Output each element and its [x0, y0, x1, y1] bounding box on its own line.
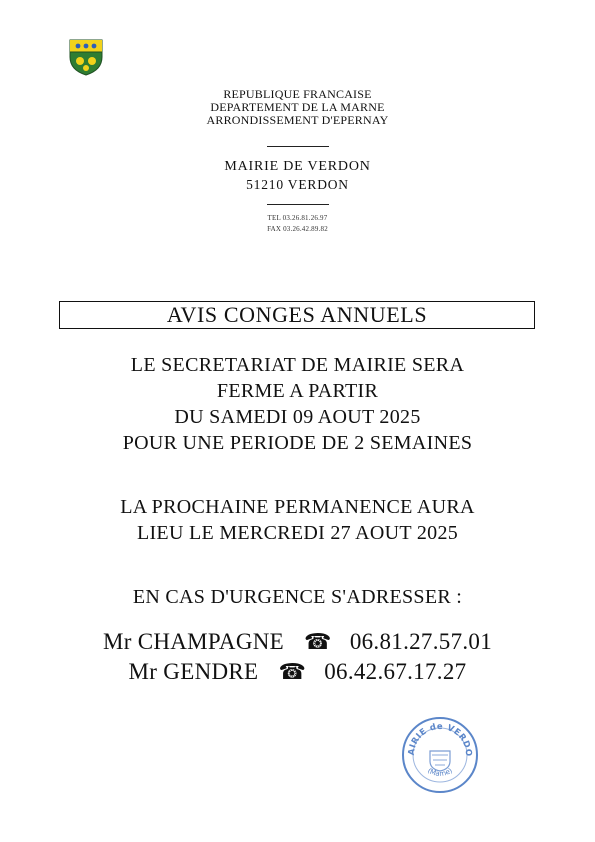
contact-name: Mr CHAMPAGNE: [102, 629, 284, 654]
svg-text:(Marne): (Marne): [426, 766, 454, 778]
letterhead-department: DEPARTEMENT DE LA MARNE: [210, 100, 385, 114]
mairie-name: MAIRIE DE VERDON: [224, 159, 371, 174]
contact-row: [0, 657, 595, 688]
notice-line: POUR UNE PERIODE DE 2 SEMAINES: [122, 432, 473, 454]
notice-line: LE SECRETARIAT DE MAIRIE SERA: [130, 354, 465, 376]
divider-line: [267, 204, 329, 205]
telephone-icon: ☎: [278, 660, 307, 685]
notice-line: LA PROCHAINE PERMANENCE AURA: [120, 496, 475, 518]
telephone-icon: ☎: [304, 630, 332, 655]
letterhead-arrondissement: ARRONDISSEMENT D'EPERNAY: [206, 113, 389, 127]
coat-of-arms-logo: [66, 37, 106, 77]
mairie-stamp: [400, 715, 480, 795]
contact-phone: 06.81.27.57.01: [349, 629, 493, 654]
notice-title-box: [59, 301, 535, 329]
notice-line: FERME A PARTIR: [216, 380, 379, 402]
fax-number: FAX 03.26.42.89.82: [267, 225, 328, 233]
svg-text:MAIRIE de VERDON: AIRIE de VERDO: [406, 721, 474, 758]
urgency-heading: EN CAS D'URGENCE S'ADRESSER :: [132, 586, 463, 608]
contact-row: [0, 627, 595, 658]
letterhead-republic: REPUBLIQUE FRANCAISE: [223, 87, 372, 101]
contact-name: Mr GENDRE: [128, 659, 259, 684]
mairie-address: 51210 VERDON: [246, 177, 349, 192]
notice-title: AVIS CONGES ANNUELS: [166, 302, 428, 327]
notice-line: LIEU LE MERCREDI 27 AOUT 2025: [136, 522, 459, 544]
notice-line: DU SAMEDI 09 AOUT 2025: [174, 406, 421, 428]
divider-line: [267, 146, 329, 147]
contact-phone: 06.42.67.17.27: [324, 659, 467, 684]
telephone-number: TEL 03.26.81.26.97: [267, 214, 328, 222]
